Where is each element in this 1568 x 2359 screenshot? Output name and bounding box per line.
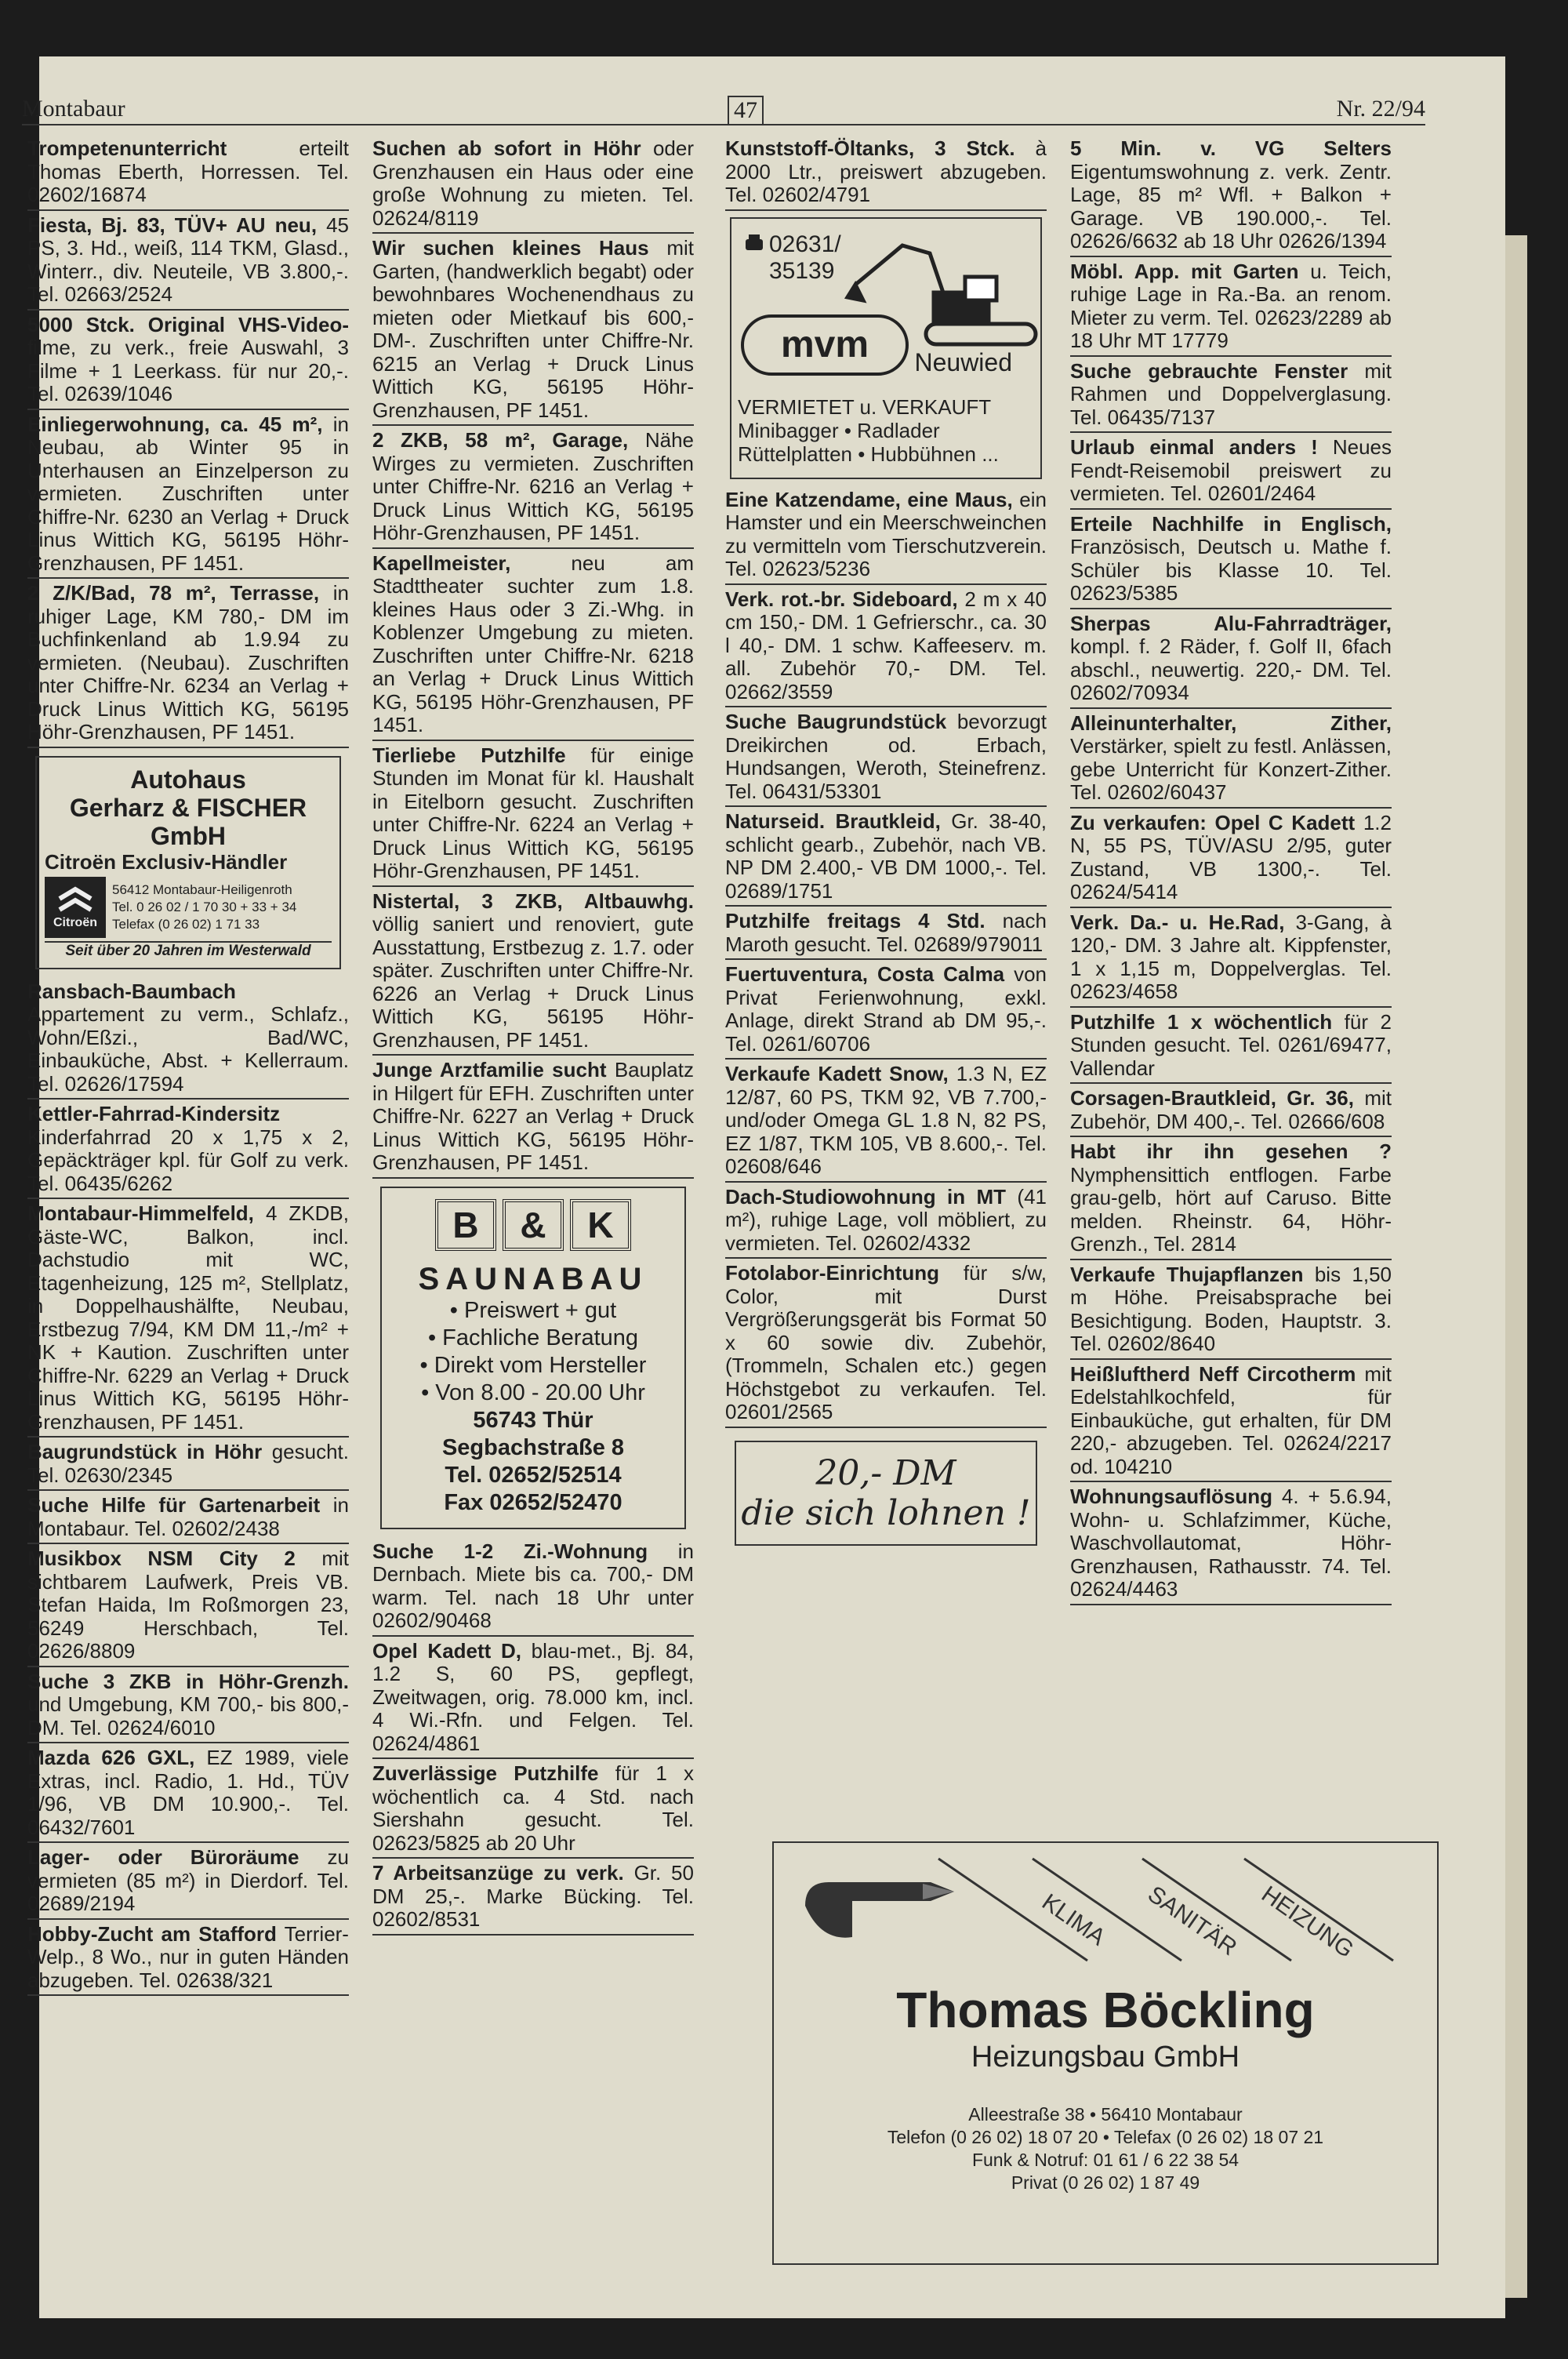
ad-headline: Heißluftherd Neff Circotherm	[1070, 1361, 1356, 1386]
ad-text: von Privat Ferienwohnung, exkl. Anlage, direkt Strand ab DM 95,-. Tel. 0261/60706	[725, 962, 1047, 1056]
ad-text: bis 1,50 m Höhe. Preisabsprache bei Besichtigung. Boden, Hauptstr. 3. Tel. 02602/8640	[1070, 1262, 1392, 1355]
company-name: Thomas Böckling	[896, 1982, 1315, 2038]
classifieds-group	[27, 980, 349, 1997]
classified-ad	[725, 1063, 1047, 1183]
ad-text: Bauplatz in Hilgert für EFH. Zuschriften unter Chiffre-Nr. 6227 an Verlag + Druck Linus Wittich KG, 56195 Höhr-Grenzhausen, PF 1451.	[372, 1058, 694, 1174]
ad-headline: Trompetenunterricht	[27, 136, 227, 160]
ad-line: • Fachliche Beratung	[427, 1325, 639, 1350]
classified-ad	[372, 1059, 694, 1179]
ad-headline: 5 Min. v. VG Selters	[1070, 136, 1392, 160]
ad-headline: Fiesta, Bj. 83, TÜV+ AU neu,	[27, 213, 318, 237]
classified-ad	[27, 1103, 349, 1199]
classified-ad	[725, 711, 1047, 807]
classified-ad	[1070, 436, 1392, 510]
ad-headline: Wohnungsauflösung	[1070, 1485, 1273, 1508]
machines-line: Minibagger • Radlader	[738, 418, 940, 442]
classifieds-group	[725, 137, 1047, 211]
ad-text: 2 m x 40 cm 150,- DM. 1 Gefrierschr., ca. 30 l 40,- DM. 1 schw. Kaffeeserv. m. all. Zubehör 70,- DM. Tel. 02662/3559	[725, 587, 1047, 703]
ad-headline: 5000 Stck. Original VHS-Video-	[27, 312, 349, 336]
classified-ad	[27, 1494, 349, 1544]
classified-ad	[725, 810, 1047, 907]
ad-text: in Montabaur. Tel. 02602/2438	[27, 1493, 349, 1540]
ad-text: EZ 1989, viele Extras, incl. Radio, 1. Hd., TÜV 1/96, VB DM 10.900,-. Tel. 06432/7601	[27, 1746, 349, 1839]
promo-box	[735, 1441, 1037, 1546]
issue-number: Nr. 22/94	[1336, 96, 1425, 122]
ad-contact-row	[45, 877, 332, 938]
ad-text: à 2000 Ltr., preiswert abzugeben. Tel. 02602/4791	[725, 136, 1047, 206]
ad-subtitle: Citroën Exclusiv-Händler	[45, 849, 288, 874]
bk-logo	[390, 1199, 677, 1251]
service-word: HEIZUNG	[1256, 1881, 1359, 1964]
ad-headline: Verk. Da.- u. He.Rad,	[1070, 910, 1285, 934]
ad-line: • Von 8.00 - 20.00 Uhr	[421, 1379, 645, 1405]
ad-title: Autohaus	[130, 765, 246, 794]
page-edge	[1505, 235, 1527, 2298]
ad-headline: Kapellmeister,	[372, 551, 511, 575]
classified-ad	[1070, 1363, 1392, 1483]
classified-ad	[725, 963, 1047, 1060]
ad-text: für 2 Stunden gesucht. Tel. 0261/69477, Vallendar	[1070, 1009, 1392, 1080]
classified-ad	[725, 588, 1047, 708]
ad-text: 3-Gang, à 120,- DM. 3 Jahre alt. Kippfenster, 1 x 1,15 m, Doppelverglas. Tel. 02623/4658	[1070, 910, 1392, 1003]
ad-title: SAUNABAU	[418, 1261, 648, 1296]
ad-text: Nymphensittich entflogen. Farbe grau-gelb, hört auf Caruso. Bitte melden. Rheinstr. 64, Höhr-Grenzh., Tel. 2814	[1070, 1162, 1392, 1256]
ad-text: mit Rahmen und Doppelverglasung. Tel. 06435/7137	[1070, 358, 1392, 429]
phone-line: Tel. 0 26 02 / 1 70 30 + 33 + 34	[112, 899, 297, 914]
ad-text: Neues Fendt-Reisemobil preiswert zu vermieten. Tel. 02601/2464	[1070, 435, 1392, 505]
classified-ad	[1070, 812, 1392, 908]
classified-ad	[372, 137, 694, 234]
rent-sell-line: VERMIETET u. VERKAUFT	[738, 394, 992, 419]
company-subtitle: Heizungsbau GmbH	[971, 2041, 1240, 2074]
ad-text: zu vermieten (85 m²) in Dierdorf. Tel. 02689/2194	[27, 1845, 349, 1915]
ad-headline: Montabaur-Himmelfeld,	[27, 1201, 254, 1225]
machines-line: Rüttelplatten • Hubbühnen ...	[738, 442, 999, 466]
boeckling-graphic	[774, 1843, 1437, 1976]
classified-ad	[372, 890, 694, 1056]
classified-ad	[372, 552, 694, 741]
ad-headline: Fuertuventura, Costa Calma	[725, 962, 1005, 986]
classified-ad	[1070, 1263, 1392, 1360]
mvm-logo: mvm	[780, 323, 869, 365]
city-text: Neuwied	[914, 347, 1012, 376]
ad-text: Gr. 50 DM 25,-. Marke Bücking. Tel. 02602/8531	[372, 1861, 694, 1931]
ad-text: nach Maroth gesucht. Tel. 02689/979011	[725, 909, 1047, 956]
ad-headline: Lager- oder Büroräume	[27, 1845, 299, 1869]
phone-text: 35139	[769, 257, 835, 284]
ad-headline: Möbl. App. mit Garten	[1070, 259, 1299, 283]
ad-text: 4. + 5.6.94, Wohn- u. Schlafzimmer, Küche, Waschvollautomat, Höhr-Grenzhausen, Rathausstr. 74. Tel. 02624/4463	[1070, 1485, 1392, 1601]
ad-headline: Putzhilfe 1 x wöchentlich	[1070, 1009, 1333, 1034]
ad-headline: Wir suchen kleines Haus	[372, 236, 649, 260]
logo-letter: &	[503, 1199, 564, 1251]
ad-headline: Musikbox NSM City 2	[27, 1547, 296, 1570]
classified-ad	[27, 1747, 349, 1843]
address-line: 56412 Montabaur-Heiligenroth	[112, 881, 292, 897]
ad-headline: Putzhilfe freitags 4 Std.	[725, 909, 985, 932]
column-3	[725, 137, 1047, 1558]
ad-street: Segbachstraße 8	[441, 1434, 625, 1460]
classifieds-group	[372, 1540, 694, 1936]
classified-ad	[1070, 1087, 1392, 1137]
classified-ad	[1070, 513, 1392, 609]
classified-ad	[1070, 1140, 1392, 1260]
classified-ad	[372, 1540, 694, 1637]
classified-ad	[1070, 260, 1392, 357]
ad-text: Terrier-Welp., 8 Wo., nur in guten Händen abzugeben. Tel. 02638/321	[27, 1921, 349, 1992]
ad-headline: Ransbach-Baumbach	[27, 979, 236, 1003]
classified-ad	[27, 980, 349, 1100]
ad-text: und Umgebung, KM 700,- bis 800,- DM. Tel. 02624/6010	[27, 1692, 349, 1739]
ad-text: ein Hamster und ein Meerschweinchen zu vermitteln vom Tierschutzverein. Tel. 02623/5236	[725, 487, 1047, 580]
phone-line: Telefon (0 26 02) 18 07 20 • Telefax (0 26 02) 18 07 21	[887, 2127, 1324, 2147]
ad-text: 1.3 N, EZ 12/87, 60 PS, TKM 92, VB 7.700,- und/oder Omega GL 1.8 N, 82 PS, EZ 1/87, TKM 105, VB 8.600,-. Tel. 02608/646	[725, 1062, 1047, 1178]
excavator-icon	[848, 245, 1036, 344]
classified-ad	[1070, 360, 1392, 434]
promo-slogan: die sich lohnen !	[741, 1492, 1031, 1533]
ad-headline: Suchen ab sofort in Höhr	[372, 136, 641, 160]
ad-address	[112, 881, 296, 933]
ad-headline: Alleinunterhalter, Zither,	[1070, 711, 1392, 735]
ad-fax: Fax 02652/52470	[444, 1489, 622, 1515]
address-line: Alleestraße 38 • 56410 Montabaur	[968, 2104, 1243, 2125]
ad-text: Gr. 38-40, schlicht gearb., Zubehör, nach VB. NP DM 2.400,- VB DM 1000,-. Tel. 02689/1751	[725, 809, 1047, 903]
phone-text: 02631/	[769, 231, 841, 257]
ad-headline: Hobby-Zucht am Stafford	[27, 1921, 277, 1946]
ad-text: in ruhiger Lage, KM 780,- DM im Buchfinkenland ab 1.9.94 zu vermieten. (Neubau). Zuschriften unter Chiffre-Nr. 6234 an Verlag + Druck Linus Wittich KG, 56195 Höhr-Grenzhausen, PF 1451.	[27, 581, 349, 743]
classified-ad	[1070, 911, 1392, 1008]
ad-company: Gerharz & FISCHER GmbH	[69, 793, 307, 850]
private-line: Privat (0 26 02) 1 87 49	[1011, 2172, 1200, 2193]
ad-text: kompl. f. 2 Räder, f. Golf II, 6fach abschl., neuwertig. 220,- DM. Tel. 02602/70934	[1070, 634, 1392, 704]
autohaus-ad	[35, 756, 341, 969]
ad-headline: Erteile Nachhilfe in Englisch,	[1070, 511, 1392, 536]
pipe-logo-icon	[805, 1882, 954, 1938]
ad-headline: Sherpas Alu-Fahrradträger,	[1070, 611, 1392, 635]
classified-ad	[1070, 137, 1392, 257]
classifieds-group	[27, 137, 349, 748]
classified-ad	[27, 1670, 349, 1744]
classified-ad	[27, 1923, 349, 1997]
classified-ad	[27, 413, 349, 580]
ad-headline: Zu verkaufen: Opel C Kadett	[1070, 810, 1356, 834]
ad-headline: Suche Hilfe für Gartenarbeit	[27, 1493, 321, 1517]
classified-ad	[27, 137, 349, 211]
ad-headline: 2 Z/K/Bad, 78 m², Terrasse,	[27, 581, 320, 605]
fax-line: Telefax (0 26 02) 1 71 33	[112, 916, 260, 932]
classified-ad	[27, 314, 349, 410]
mvm-graphic	[738, 222, 1045, 402]
page-number: 47	[728, 96, 764, 125]
classified-ad	[372, 1762, 694, 1859]
classifieds-group	[725, 489, 1047, 1428]
ad-headline: Suche Baugrundstück	[725, 710, 947, 733]
bk-saunabau-ad	[380, 1187, 686, 1529]
ad-headline: Kunststoff-Öltanks, 3 Stck.	[725, 136, 1015, 160]
ad-text: mit sichtbarem Laufwerk, Preis VB. Stefan Haida, Im Roßmorgen 23, 56249 Herschbach, Tel. 02626/8809	[27, 1547, 349, 1663]
ad-text: für 1 x wöchentlich ca. 4 Std. nach Siershahn gesucht. Tel. 02623/5825 ab 20 Uhr	[372, 1761, 695, 1855]
ad-headline: Suche gebrauchte Fenster	[1070, 358, 1348, 383]
ad-headline: Fotolabor-Einrichtung	[725, 1261, 939, 1285]
service-word: SANITÄR	[1142, 1881, 1242, 1961]
ad-headline: Baugrundstück in Höhr	[27, 1440, 263, 1463]
ad-headline: Suche 3 ZKB in Höhr-Grenzh.	[27, 1669, 349, 1693]
ad-headline: Einliegerwohnung, ca. 45 m²,	[27, 412, 323, 436]
mvm-ad	[730, 217, 1042, 479]
ad-text: Französisch, Deutsch u. Mathe f. Schüler bis Klasse 10. Tel. 02623/5385	[1070, 535, 1392, 605]
running-header	[22, 93, 1425, 125]
ad-headline: Nistertal, 3 ZKB, Altbauwhg.	[372, 889, 694, 913]
classified-ad	[1070, 1011, 1392, 1085]
ad-text: (41 m²), ruhige Lage, voll möbliert, zu vermieten. Tel. 02602/4332	[725, 1184, 1047, 1255]
ad-text: 1.2 N, 55 PS, TÜV/ASU 2/95, guter Zustand, VB 1300,-. Tel. 02624/5414	[1070, 810, 1392, 903]
classified-ad	[725, 137, 1047, 211]
brand-label: Citroën	[53, 915, 97, 929]
ad-text: u. Teich, ruhige Lage in Ra.-Ba. an renom. Mieter zu verm. Tel. 02623/2289 ab 18 Uhr MT 17779	[1070, 259, 1392, 352]
column-1	[27, 137, 349, 1999]
classified-ad	[1070, 612, 1392, 709]
ad-text: neu am Stadttheater suchter zum 1.8. kleines Haus oder 3 Zi.-Whg. in Koblenzer Umgebung zu mieten. Zuschriften unter Chiffre-Nr. 6218 an Verlag + Druck Linus Wittich KG, 56195 Höhr-Grenzhausen, PF 1451.	[372, 551, 694, 736]
ad-phone: Tel. 02652/52514	[445, 1462, 622, 1488]
chevron-logo-icon	[56, 885, 95, 916]
ad-text: Appartement zu verm., Schlafz., Wohn/Eßzi., Bad/WC, Einbauküche, Abst. + Kellerraum. Tel. 02626/17594	[27, 1002, 349, 1096]
ad-headline: 7 Arbeitsanzüge zu verk.	[372, 1861, 624, 1885]
logo-letter: B	[435, 1199, 496, 1251]
classified-ad	[725, 910, 1047, 960]
ad-text: mit Garten, (handwerklich begabt) oder bewohnbares Wochenendhaus zu mieten oder Mietkauf bis 600,- DM-. Zuschriften unter Chiffre-Nr. 6215 an Verlag + Druck Linus Wittich KG, 56195 Höhr-Grenzhausen, PF 1451.	[372, 236, 694, 422]
ad-headline: Opel Kadett D,	[372, 1638, 521, 1663]
column-4	[1070, 137, 1392, 1608]
classified-ad	[27, 214, 349, 311]
ad-text: Verstärker, spielt zu festl. Anlässen, gebe Unterricht für Konzert-Zither. Tel. 02602/60437	[1070, 734, 1392, 804]
ad-text: 4 ZKDB, Gäste-WC, Balkon, incl. Dachstudio mit WC, Etagenheizung, 125 m², Stellplatz, in Doppelhaushälfte, Neubau, Erstbezug 7/94, KM DM 11,-/m² + NK + Kaution. Zuschriften unter Chiffre-Nr. 6229 an Verlag + Druck Linus Wittich KG, 56195 Höhr-Grenzhausen, PF 1451.	[27, 1201, 349, 1434]
classifieds-group	[372, 137, 694, 1179]
classified-ad	[725, 1186, 1047, 1259]
ad-headline: Zuverlässige Putzhilfe	[372, 1761, 599, 1785]
ad-headline: 2 ZKB, 58 m², Garage,	[372, 428, 629, 452]
ad-text: 45 PS, 3. Hd., weiß, 114 TKM, Glasd., Winterr., div. Neuteile, VB 3.800,-. Tel. 02663/2524	[27, 213, 349, 306]
ad-headline: Eine Katzendame, eine Maus,	[725, 487, 1013, 511]
classified-ad	[725, 489, 1047, 585]
classified-ad	[27, 1441, 349, 1491]
header-town: Montabaur	[22, 96, 125, 122]
classified-ad	[372, 1862, 694, 1936]
ad-text: Nähe Wirges zu vermieten. Zuschriften unter Chiffre-Nr. 6216 an Verlag + Druck Linus Wittich KG, 56195 Höhr-Grenzhausen, PF 1451.	[372, 428, 694, 544]
ad-text: Kinderfahrrad 20 x 1,75 x 2, Gepäckträger kpl. für Golf zu verk. Tel. 06435/6262	[27, 1125, 349, 1195]
ad-headline: Verkaufe Kadett Snow,	[725, 1062, 949, 1085]
ad-text: Eigentumswohnung z. verk. Zentr. Lage, 85 m² Wfl. + Balkon + Garage. VB 190.000,-. Tel. 02626/6632 ab 18 Uhr 02626/1394	[1070, 159, 1392, 253]
ad-headline: Naturseid. Brautkleid,	[725, 809, 941, 833]
classified-ad	[372, 1640, 694, 1760]
ad-text: bevorzugt Dreikirchen od. Erbach, Hundsangen, Weroth, Steinefrenz. Tel. 06431/53301	[725, 710, 1047, 803]
phone-icon	[746, 234, 763, 250]
ad-text: mit Zubehör, DM 400,-. Tel. 02666/608	[1070, 1086, 1392, 1133]
ad-line: • Preiswert + gut	[449, 1297, 617, 1323]
ad-headline: Habt ihr ihn gesehen ?	[1070, 1140, 1392, 1163]
ad-headline: Verk. rot.-br. Sideboard,	[725, 587, 958, 611]
classified-ad	[372, 237, 694, 426]
ad-headline: Kettler-Fahrrad-Kindersitz	[27, 1102, 281, 1125]
classified-ad	[372, 744, 694, 887]
logo-letter: K	[570, 1199, 631, 1251]
ad-headline: Mazda 626 GXL,	[27, 1746, 195, 1769]
ad-headline: Verkaufe Thujapflanzen	[1070, 1262, 1304, 1286]
classified-ad	[1070, 712, 1392, 809]
ad-headline: Tierliebe Putzhilfe	[372, 743, 566, 767]
classified-ad	[1070, 1485, 1392, 1605]
ad-text: gesucht. Tel. 02630/2345	[27, 1440, 349, 1487]
ad-city: 56743 Thür	[473, 1407, 593, 1433]
ad-text: völlig saniert und renoviert, gute Ausstattung, Erstbezug z. 1.7. oder später. Zuschriften unter Chiffre-Nr. 6226 an Verlag + Druck Linus Wittich KG, 56195 Höhr-Grenzhausen, PF 1451.	[372, 912, 694, 1052]
ad-text: filme, zu verk., freie Auswahl, 3 Filme + 1 Leerkass. für nur 20,-. Tel. 02639/1046	[27, 336, 349, 405]
ad-headline: Corsagen-Brautkleid, Gr. 36,	[1070, 1086, 1354, 1110]
service-word: KLIMA	[1036, 1888, 1110, 1951]
classified-ad	[372, 429, 694, 549]
ad-text: blau-met., Bj. 84, 1.2 S, 60 PS, gepflegt, Zweitwagen, orig. 78.000 km, incl. 4 Wi.-Rfn. und Felgen. Tel. 02624/4861	[372, 1638, 694, 1755]
classifieds-group	[1070, 137, 1392, 1605]
ad-text: oder Grenzhausen ein Haus oder eine große Wohnung zu mieten. Tel. 02624/8119	[372, 136, 694, 230]
ad-text: mit Edelstahlkochfeld, für Einbauküche, gut erhalten, für DM 220,- abzugeben. Tel. 02624/2217 od. 104210	[1070, 1361, 1392, 1478]
company-contact	[774, 2103, 1437, 2194]
promo-price: 20,- DM	[815, 1452, 956, 1493]
classified-ad	[725, 1262, 1047, 1428]
ad-text: in Dernbach. Miete bis ca. 700,- DM warm. Tel. nach 18 Uhr unter 02602/90468	[372, 1539, 694, 1632]
ad-headline: Dach-Studiowohnung in MT	[725, 1184, 1007, 1209]
column-2	[372, 137, 694, 1939]
ad-text: erteilt Thomas Eberth, Horressen. Tel. 02602/16874	[27, 136, 349, 206]
ad-headline: Junge Arztfamilie sucht	[372, 1058, 607, 1081]
emergency-line: Funk & Notruf: 01 61 / 6 22 38 54	[971, 2150, 1240, 2170]
citroen-logo-icon	[45, 877, 106, 938]
ad-text: für einige Stunden im Monat für kl. Haushalt in Eitelborn gesucht. Zuschriften unter Chiffre-Nr. 6224 an Verlag + Druck Linus Wittich KG, 56195 Höhr-Grenzhausen, PF 1451.	[372, 743, 694, 882]
ad-tagline: Seit über 20 Jahren im Westerwald	[45, 941, 332, 960]
ad-text: für s/w, Color, mit Durst Vergrößerungsgerät bis Format 50 x 60 sowie div. Zubehör, (Trommeln, Schalen etc.) gegen Höchstgebot zu verkaufen. Tel. 02601/2565	[725, 1261, 1047, 1423]
classified-ad	[27, 582, 349, 748]
classified-ad	[27, 1846, 349, 1920]
classified-ad	[27, 1202, 349, 1438]
ad-headline: Urlaub einmal anders !	[1070, 435, 1318, 459]
ad-headline: Suche 1-2 Zi.-Wohnung	[372, 1539, 648, 1563]
classified-ad	[27, 1547, 349, 1667]
ad-text: in Neubau, ab Winter 95 in Unterhausen an Einzelperson zu vermieten. Zuschriften unter Chiffre-Nr. 6230 an Verlag + Druck Linus Wittich KG, 56195 Höhr-Grenzhausen, PF 1451.	[27, 412, 349, 575]
ad-line: • Direkt vom Hersteller	[419, 1352, 647, 1378]
boeckling-ad	[772, 1841, 1439, 2265]
